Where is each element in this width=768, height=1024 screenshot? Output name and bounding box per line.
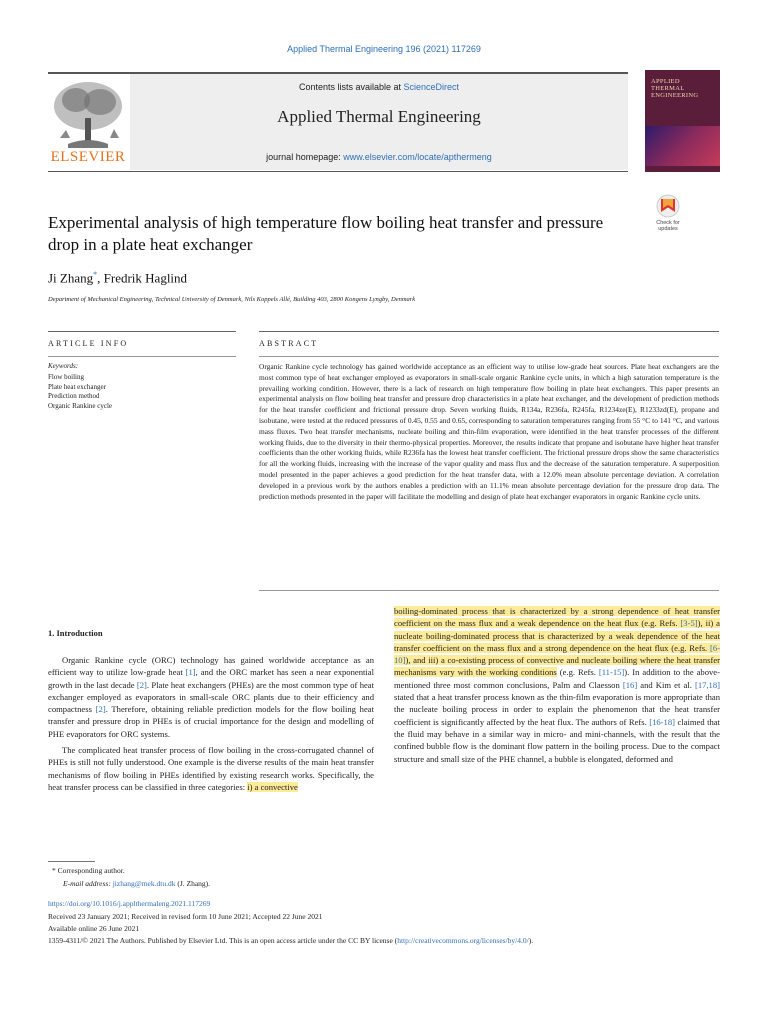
author-affiliation: Department of Mechanical Engineering, Technical University of Denmark, Nils Koppels Allé, Building 403, 2800 Kongens Lyngby, Denmark [48, 296, 416, 303]
citation-link[interactable]: [1] [185, 667, 196, 678]
keyword-item: Prediction method [48, 392, 100, 401]
citation-link[interactable]: [2] [136, 679, 147, 690]
corresponding-author-note: * Corresponding author. [52, 866, 125, 875]
body-paragraph: Organic Rankine cycle (ORC) technology has gained worldwide acceptance as an efficient way to utilize low-grade heat [1], and the ORC market has seen a near exponential growth in the last decade [2]. Plate heat exchangers (PHEs) are the most common type of heat exchanger employed as evaporators in small-scale ORC plants due to their efficiency and compactness [2]. Therefore, obtaining reliable prediction models for the flow boiling heat transfer and pressure drop in PHEs is of crucial importance for the design and modelling of PHE evaporators for ORC systems. [48, 655, 375, 739]
highlighted-text[interactable]: boiling-dominated process that is characterized by a strong dependence of heat transfer coefficient on the mass flux and a weak dependence on the heat flux (e.g. Refs. [394, 606, 720, 629]
paper-title: Experimental analysis of high temperature flow boiling heat transfer and pressure drop in a plate heat exchanger [48, 213, 604, 254]
crossmark-label-line1: Check for [656, 220, 680, 226]
elsevier-wordmark: ELSEVIER [50, 149, 126, 165]
email-link[interactable]: jizhang@mek.dtu.dk [112, 879, 176, 888]
keyword-item: Flow boiling [48, 373, 84, 381]
journal-homepage-line [130, 152, 628, 162]
keyword-item: Plate heat exchanger [48, 382, 106, 391]
sciencedirect-link[interactable]: ScienceDirect [403, 82, 460, 92]
citation-link[interactable]: [16] [622, 679, 638, 690]
cover-title-line3: ENGINEERING [651, 92, 699, 99]
header-rule-bottom [48, 171, 628, 172]
abstract-heading: ABSTRACT [259, 339, 319, 348]
doi-line [48, 899, 210, 908]
copyright-line: 1359-4311/© 2021 The Authors. Published by Elsevier Ltd. This is an open access article under the CC BY license (http://creativecommons.org/licenses/by/4.0/). [48, 936, 534, 945]
journal-cover-image [645, 70, 720, 172]
body-paragraph: The complicated heat transfer process of flow boiling in the cross-corrugated channel of PHEs is still not fully understood. One example is the diverse results of the main heat transfer mechanisms of flow boiling in PHEs identified by existing research works. Specifically, the heat transfer process can be classified in three categories: i) a convective [48, 745, 374, 792]
contents-available-line [130, 82, 628, 92]
doi-link[interactable]: https://doi.org/10.1016/j.applthermaleng.2021.117269 [48, 899, 211, 908]
author-separator: , [97, 270, 104, 286]
journal-homepage-link[interactable]: www.elsevier.com/locate/apthermeng [343, 152, 492, 162]
check-for-updates-icon[interactable] [648, 193, 688, 233]
highlighted-text[interactable]: ), ii) a nucleate boiling-dominated process that is characterized by a weak dependence of the heat transfer coefficient on the mass flux and a strong dependence on the heat flux (e.g. Refs. [394, 618, 720, 653]
cover-title [651, 78, 698, 99]
contents-prefix: Contents lists available at [298, 82, 404, 92]
article-info-heading: ARTICLE INFO [48, 339, 129, 348]
citation-link[interactable]: [2] [95, 704, 106, 715]
footnote-rule [48, 861, 95, 862]
body-column-left [48, 654, 374, 797]
citation-link[interactable]: [17,18] [694, 679, 721, 690]
journal-reference-link[interactable]: Applied Thermal Engineering 196 (2021) 117269 [287, 44, 481, 54]
email-note: E-mail address: jizhang@mek.dtu.dk (J. Zhang). [63, 879, 211, 888]
keyword-item: Organic Rankine cycle [48, 401, 113, 410]
journal-title: Applied Thermal Engineering [277, 107, 481, 126]
online-date: Available online 26 June 2021 [48, 924, 140, 933]
keywords-list [48, 373, 112, 411]
citation-link[interactable]: [3-5] [680, 618, 698, 629]
cover-art-band [645, 126, 720, 166]
author-name[interactable]: Ji Zhang [48, 270, 94, 286]
received-dates: Received 23 January 2021; Received in revised form 10 June 2021; Accepted 22 June 2021 [48, 912, 323, 921]
section-heading-introduction: 1. Introduction [48, 628, 103, 638]
cover-title-line1: APPLIED [651, 78, 680, 85]
author-list [48, 270, 187, 286]
citation-link[interactable]: [6-10] [394, 642, 720, 666]
crossmark-label-line2: updates [658, 226, 678, 232]
body-paragraph: boiling-dominated process that is characterized by a strong dependence of heat transfer coefficient on the mass flux and a weak dependence on the heat flux (e.g. Refs. [3-5]), ii) a nucleate boiling-dominated process that is characterized by a weak dependence of the heat transfer coefficient on the mass flux and a strong dependence on the heat flux (e.g. Refs. [6-10]), and iii) a co-existing process of convective and nucleate boiling where the heat transfer mechanisms vary with the working conditions (e.g. Refs. [11-15]). In addition to the above-mentioned three most common conclusions, Palm and Claesson [16] and Kim et al. [17,18] stated that a heat transfer process known as the thin-film evaporation is more appropriate than the nucleate boiling process in order to explain the phenomenon that the heat transfer coefficient is significantly affected by the heat flux. The authors of Refs. [16-18] claimed that the fluid may behave in a similar way in micro- and mini-channels, with the result that the confined bubble flow is the dominant flow pattern in the boiling process. Due to the compact structure and small size of the PHE channel, a bubble is elongated, deformed and [394, 606, 721, 764]
cover-title-line2: THERMAL [651, 85, 685, 92]
keywords-label: Keywords: [48, 362, 79, 370]
license-link[interactable]: http://creativecommons.org/licenses/by/4.0/ [397, 936, 529, 945]
journal-header-box [130, 74, 628, 170]
homepage-prefix: journal homepage: [266, 152, 344, 162]
article-info-rule [48, 331, 236, 332]
highlighted-text[interactable]: i) a convective [247, 781, 298, 792]
email-label: E-mail address: [63, 879, 113, 888]
abstract-rule-lower [259, 356, 719, 357]
abstract-text: Organic Rankine cycle technology has gained worldwide acceptance as an efficient way to utilise low-grade heat sources. Plate heat exchangers are the most common type of heat exchanger employed as evaporators in small-scale organic Rankine cycle units, in which a high saturation temperature is the prevailing working condition. However, there is a lack of research on high temperature flow boiling in plate heat exchangers. This paper presents an experimental analysis on flow boiling heat transfer and pressure drop characteristics in a plate heat exchanger, and the development of prediction methods for the heat transfer coefficient and frictional pressure drop. Seven working fluids, R134a, R236fa, R245fa, R1234ze(E), R1233zd(E), propane and isobutane, were tested at the reduced pressures of 0.45, 0.55 and 0.65, corresponding to saturation temperatures ranging from 55 °C to 141 °C, and various mass fluxes. Two heat transfer mechanisms, nucleate boiling and thin-film evaporation, were identified in the heat transfer processes of the different working fluids, due to the diversity in their thermo-physical properties. Moreover, the results indicate that propane and isobutane have higher heat transfer coefficients than the other working fluids, while R236fa has the lowest heat transfer coefficient. The frictional pressure drops show the same characteristics for all the working fluids, increasing with the increase of the vapor quality and mass flux and the decrease of the saturation temperature. A superposition model presented in the paper achieves a good prediction for the heat transfer data, with a 12.0% mean absolute percentage deviation. A correlation developed in a previous work by the authors enables a prediction with an 11.1% mean absolute percentage deviation for the pressure drop data. The prediction methods presented in the paper will facilitate the modelling and design of plate heat exchanger evaporators in organic Rankine cycle units. [259, 362, 719, 501]
citation-link[interactable]: [11-15] [598, 667, 625, 678]
abstract-rule-bottom [259, 590, 719, 591]
body-column-right [394, 605, 720, 769]
citation-link[interactable]: [16-18] [649, 716, 675, 727]
article-info-rule-lower [48, 356, 236, 357]
abstract-rule [259, 331, 719, 332]
corresponding-author-mark[interactable]: * [93, 270, 98, 279]
highlighted-text[interactable]: ), and iii) a co-existing process of convective and nucleate boiling where the heat transfer mechanisms vary with the working conditions [394, 655, 720, 678]
author-name[interactable]: Fredrik Haglind [103, 270, 188, 286]
